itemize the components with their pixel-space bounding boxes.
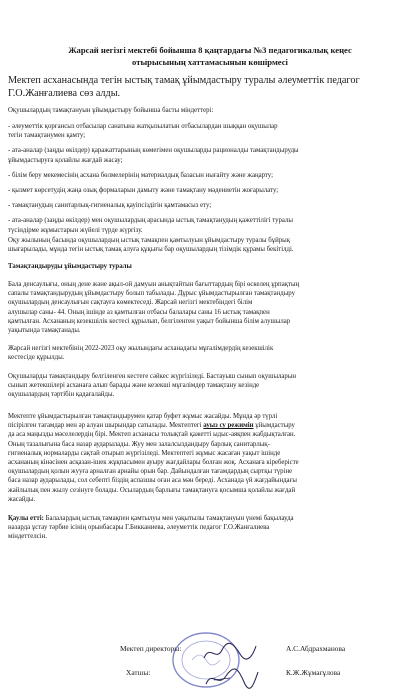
secretary-label: Хатшы: bbox=[126, 668, 151, 677]
paragraph-1 bbox=[8, 236, 416, 254]
title-line-2: отырысының хаттамасынын көшірмесі bbox=[132, 57, 288, 67]
section-heading bbox=[8, 74, 412, 100]
para4-line-2: сынып жетекшілері асханаға алып барады және кезекші мұғалімдер тамақтану кезінде bbox=[8, 382, 260, 390]
task-1-line-1: - әлеуметтік қорғансыз отбасылар санатына жатқызылатын отбасылардан шыққан оқушылар bbox=[8, 123, 278, 130]
director-label: Мектеп директоры: bbox=[120, 644, 182, 653]
decision-label: Қаулы етті: bbox=[8, 515, 44, 522]
para3-line-1: Жарсай негізгі мектебінің 2022-2023 оқу жылындағы асханадағы мұғалімдердің кезекшілік bbox=[8, 345, 274, 352]
heading-line-1: Мектеп асханасында тегін ыстық тамақ ұйымдастыру туралы әлеуметтік педагог bbox=[8, 75, 360, 86]
director-name: А.С.Абдрахманова bbox=[286, 644, 346, 653]
task-1-line-2: тегін тамақтанумен қамту; bbox=[8, 132, 86, 140]
para2-line-1: Бала денсаулығы, оның дене және ақыл-ой дамуын анықтайтын бағыттардың бірі өскелең ұрпақтың bbox=[8, 281, 300, 288]
decision-line-2: назарда ұстау тәрбие ісінің орынбасары Г.Бикканиева, әлеуметтік педагог Г.О.Жанғалиева bbox=[8, 524, 270, 532]
decision-line-1 bbox=[8, 514, 416, 523]
paragraph-4 bbox=[8, 372, 416, 400]
paragraph-2 bbox=[8, 280, 416, 335]
heading-line-2: Г.О.Жанғалиева сөз алды. bbox=[8, 88, 121, 99]
intro-paragraph bbox=[8, 106, 416, 115]
para5-line-2 bbox=[8, 421, 416, 430]
task-6-line-1: - ата-аналар (заңды өкілдер) мен оқушылардың арасында ыстық тамақтанудың қажеттілігі туралы bbox=[8, 217, 293, 225]
para2-line-3: оқушылардың денсаулығын сақтауға көмектеседі. Жарсай негізгі мектебіндегі білім bbox=[8, 299, 253, 307]
secretary-name: К.Ж.Жұмағұлова bbox=[286, 668, 341, 677]
decision-paragraph bbox=[8, 514, 416, 542]
document-title bbox=[40, 44, 380, 68]
para5-line-8: баса назар аударылады, сол себепті біздің аспазшы оған аса мән береді. Асханада үй жағдайындағы bbox=[8, 477, 297, 485]
task-6-line-2: түсіндірме жұмыстарын жүйелі түрде жүргізу. bbox=[8, 226, 143, 234]
task-4: - қызмет көрсетудің жаңа озық формаларын дамыту және тамақтану мәдениетін жоғарылату; bbox=[8, 187, 279, 195]
para1-line-1: Оқу жылының басында оқушылардың ыстық тамақпен қамтылуын ұйымдастыру туралы бұйрық bbox=[8, 237, 291, 244]
decision-line-3: міндеттелсін. bbox=[8, 533, 47, 541]
task-2-line-1: - ата-аналар (заңды өкілдер) қаражаттарының көмегімен оқушыларды рационалды тамақтандыруды bbox=[8, 147, 299, 155]
para5-line-2-text: пісірілген тағамдар мен әр алуан шырындар сатылады. Мектептегі ауыз су режимін ұйымдастыру bbox=[8, 422, 295, 430]
subsection-title-text: Тамақтандыруды ұйымдастыру туралы bbox=[8, 263, 132, 270]
para4-line-3: оқушылардың тәртібін қадағалайды. bbox=[8, 391, 115, 399]
secretary-signature-icon bbox=[200, 664, 260, 690]
para5-line-7: оқушылардың қолын жууға арналған арнайы орын бар. Дайындалған тағамдардың сыртқы түріне bbox=[8, 468, 293, 476]
tasks-list bbox=[8, 122, 416, 235]
task-3: - білім беру мекемесінің асхана бөлмелерінің материалдық базасын нығайту және жаңарту; bbox=[8, 171, 274, 179]
subsection-title bbox=[8, 262, 416, 271]
paragraph-5 bbox=[8, 412, 416, 504]
para5-line-5: гигиеналық нормаларды сақтай отырып жүргізіледі. Мектептегі жұмыс жасаған уақыт ішінде bbox=[8, 449, 281, 457]
para2-line-4: алушылар саны- 44. Оның ішінде аз қамтылған отбасы балалары саны 16 ыстық тамақпен bbox=[8, 308, 270, 316]
para5-line-6: асхананың кінәсінен асқазан-ішек жұқпасымен ауыру жағдайлары болған жоқ. Асханаға кіреберісте bbox=[8, 459, 299, 467]
title-line-1: Жарсай негізгі мектебі бойынша 8 қаңтардағы №3 педагогикалық кеңес bbox=[68, 45, 352, 55]
para2-line-6: уақытында тамақтанады. bbox=[8, 327, 81, 335]
paragraph-3 bbox=[8, 344, 416, 362]
decision-line-1-text: Балалардың ыстық тамақпен қамтылуы мен уақытылы тамақтануын үнемі бақылауда bbox=[43, 515, 294, 522]
water-regime-highlight: ауыз су режимін bbox=[203, 422, 254, 430]
para2-line-5: қамтылған. Асхананың кезекшілік кестесі құрылып, белгіленген уақыт бойынша білім алушылар bbox=[8, 317, 291, 325]
para4-line-1: Оқушыларды тамақтандыру белгіленген кестеге сәйкес жүргізіледі. Бастауыш сынып оқушыларын bbox=[8, 373, 297, 380]
task-5: - тамақтанудың санитарлық-гигиеналық қауіпсіздігін қамтамасыз ету; bbox=[8, 202, 212, 210]
para5-line-4: Оның тазалығына баса назар аударылады. Жуу мен залалсыздандыру барлық санитарлық- bbox=[8, 440, 270, 448]
task-2-line-2: ұйымдастыруға қолайлы жағдай жасау; bbox=[8, 156, 123, 164]
para5-line-3: да аса маңызды мәселелердің бірі. Мектеп асханасы толықтай қажетті ыдыс-аяқпен жабдықталған. bbox=[8, 431, 296, 439]
para5-line-10: жасайды. bbox=[8, 495, 36, 503]
intro-line: Оқушылардың тамақтануын ұйымдастыру бойынша басты міндеттері: bbox=[8, 107, 214, 114]
para2-line-2: сапалы тамақтандырудың ұйымдастыру болып табылады. Дұрыс ұйымдастырылған тамақтандыру bbox=[8, 290, 295, 298]
para3-line-2: кестесіде құрылды. bbox=[8, 354, 65, 362]
para1-line-2: шығарылады, мұнда тегін ыстық тамақ алуға құқығы бар оқушылардың тізімдік құрамы бекітілді. bbox=[8, 246, 294, 254]
para5-line-9: жайлылық пен жылу сезінуге болады. Осылардың барлығы тамақтануға қосымша қолайлы жағдай bbox=[8, 486, 296, 494]
para5-line-1: Мектепте ұйымдастырылған тамақтандырумен қатар буфет жұмыс жасайды. Мұнда әр түрлі bbox=[8, 413, 278, 420]
director-signature-icon bbox=[200, 640, 260, 664]
